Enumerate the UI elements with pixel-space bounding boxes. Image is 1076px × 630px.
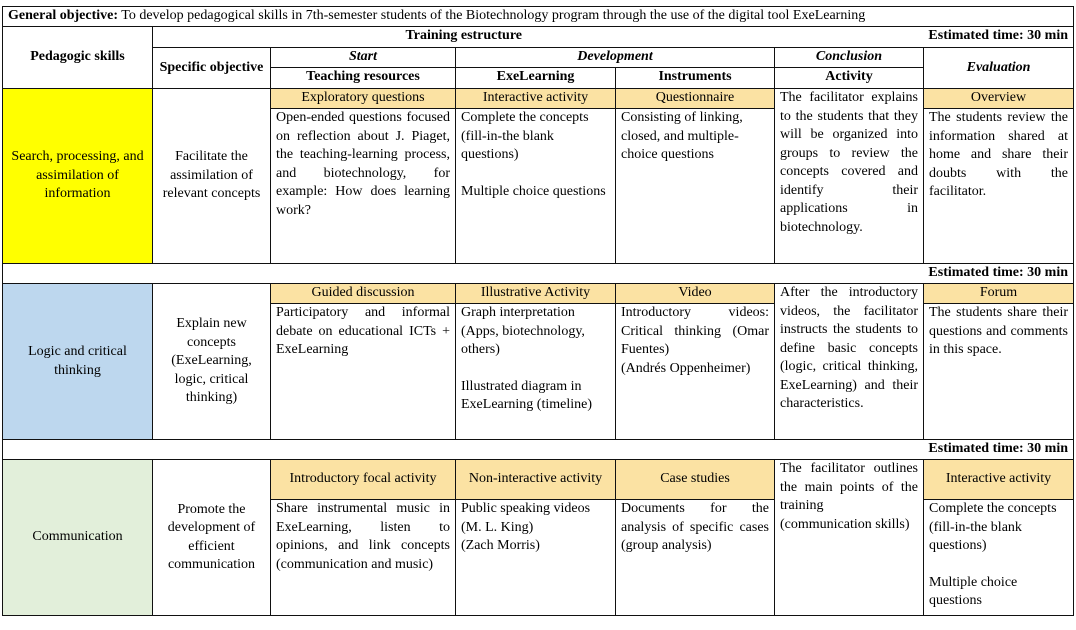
skill-search-processing: Search, processing, and assimilation of information	[3, 89, 153, 264]
header-conclusion: Conclusion	[775, 48, 924, 68]
start-text-section-2: Participatory and informal debate on educational ICTs + ExeLearning	[271, 304, 456, 440]
objective-section-3: Promote the development of efficient communication	[153, 460, 271, 616]
inst-title-section-2: Video	[616, 284, 775, 304]
header-training-structure: Training estructure	[153, 27, 775, 48]
conclusion-section-1: The facilitator explains to the students that they will be organized into groups to review the concepts covered and identify their applications in biotechnology.	[775, 89, 924, 264]
objective-section-2: Explain new concepts (ExeLearning, logic, critical thinking)	[153, 284, 271, 440]
header-instruments: Instruments	[616, 68, 775, 89]
inst-title-section-3: Case studies	[616, 460, 775, 500]
training-structure-table	[2, 6, 1074, 616]
start-text-section-3: Share instrumental music in ExeLearning, listen to opinions, and link concepts (communication and music)	[271, 500, 456, 616]
inst-title-section-1: Questionnaire	[616, 89, 775, 109]
general-objective	[3, 7, 1074, 27]
header-start: Start	[271, 48, 456, 68]
exe-title-section-3: Non-interactive activity	[456, 460, 616, 500]
estimated-time-section-2: Estimated time: 30 min	[3, 264, 1074, 284]
exe-text-section-3b: (Zach Morris)	[461, 538, 540, 553]
header-activity: Activity	[775, 68, 924, 89]
skill-communication: Communication	[3, 460, 153, 616]
start-title-section-1: Exploratory questions	[271, 89, 456, 109]
header-pedagogic-skills: Pedagogic skills	[3, 27, 153, 89]
eval-title-section-3: Interactive activity	[924, 460, 1074, 500]
header-development: Development	[456, 48, 775, 68]
exe-text-section-2a: Graph interpretation (Apps, biotechnology, others)	[461, 305, 585, 357]
objective-section-1: Facilitate the assimilation of relevant concepts	[153, 89, 271, 264]
exe-text-section-1b: Multiple choice questions	[461, 183, 606, 199]
exe-title-section-2: Illustrative Activity	[456, 284, 616, 304]
inst-text-section-2a: Introductory videos: Critical thinking (Omar Fuentes)	[621, 305, 769, 357]
general-objective-text: To develop pedagogical skills in 7th-semester students of the Biotechnology program through the use of the digital tool ExeLearning	[118, 8, 866, 23]
inst-cell-section-2	[616, 304, 775, 440]
exe-cell-section-1	[456, 109, 616, 264]
header-estimated-time: Estimated time: 30 min	[775, 27, 1074, 48]
exe-cell-section-2	[456, 304, 616, 440]
header-teaching-resources: Teaching resources	[271, 68, 456, 89]
inst-text-section-3: Documents for the analysis of specific cases (group analysis)	[616, 500, 775, 616]
eval-text-section-3a: Complete the concepts (fill-in-the blank questions)	[929, 501, 1057, 553]
eval-title-section-2: Forum	[924, 284, 1074, 304]
eval-cell-section-3	[924, 500, 1074, 616]
conclusion-section-3: The facilitator outlines the main points of the training (communication skills)	[775, 460, 924, 616]
eval-text-section-1: The students review the information shared at home and share their doubts with the facilitator.	[924, 109, 1074, 264]
general-objective-label: General objective:	[8, 8, 119, 23]
inst-text-section-1: Consisting of linking, closed, and multiple-choice questions	[616, 109, 775, 264]
estimated-time-section-3: Estimated time: 30 min	[3, 440, 1074, 460]
exe-text-section-2b: Illustrated diagram in ExeLearning (timeline)	[461, 378, 592, 412]
exe-cell-section-3	[456, 500, 616, 616]
start-title-section-2: Guided discussion	[271, 284, 456, 304]
exe-text-section-1a: Complete the concepts (fill-in-the blank questions)	[461, 110, 589, 162]
conclusion-section-2: After the introductory videos, the facilitator instructs the students to define basic concepts (logic, critical thinking, ExeLearning) and their characteristics.	[775, 284, 924, 440]
start-title-section-3: Introductory focal activity	[271, 460, 456, 500]
eval-text-section-2: The students share their questions and comments in this space.	[924, 304, 1074, 440]
eval-text-section-3b: Multiple choice questions	[929, 574, 1018, 608]
skill-logic-critical: Logic and critical thinking	[3, 284, 153, 440]
exe-text-section-3a: Public speaking videos (M. L. King)	[461, 501, 591, 535]
header-specific-objective: Specific objective	[153, 48, 271, 89]
header-evaluation: Evaluation	[924, 48, 1074, 89]
header-exelearning: ExeLearning	[456, 68, 616, 89]
start-text-section-1: Open-ended questions focused on reflection about J. Piaget, the teaching-learning process, and biotechnology, for example: How does learning work?	[271, 109, 456, 264]
inst-text-section-2b: (Andrés Oppenheimer)	[621, 360, 751, 376]
exe-title-section-1: Interactive activity	[456, 89, 616, 109]
eval-title-section-1: Overview	[924, 89, 1074, 109]
